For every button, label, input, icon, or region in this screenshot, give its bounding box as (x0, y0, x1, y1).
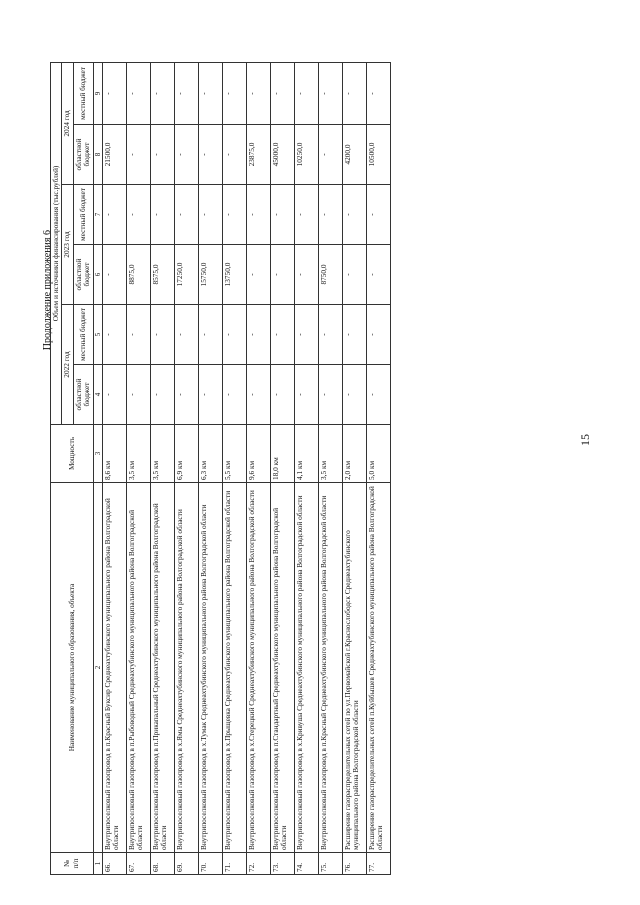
table-row (198, 62, 222, 874)
column-index-row (93, 62, 102, 874)
funding-value: - (126, 365, 150, 425)
funding-value: - (366, 62, 390, 124)
funding-value: - (126, 305, 150, 365)
table-row (150, 62, 174, 874)
header-2023: 2023 год (62, 185, 73, 305)
funding-value: - (342, 305, 366, 365)
table-row (222, 62, 246, 874)
table-row (294, 62, 318, 874)
object-name: Внутрипоселковый газопровод в х.Тумак Среднеахтубинского муниципального района Волгоградской области (198, 483, 222, 853)
object-name: Расширение газораспределительных сетей по ул.Первомайской г.Краснослободск Среднеахтубинского муниципального района Волгоградской области (342, 483, 366, 853)
object-name: Внутрипоселковый газопровод в п.Красный Среднеахтубинского муниципального района Волгоградской области (318, 483, 342, 853)
capacity: 18,0 км (270, 425, 294, 483)
header-local: местный бюджет (73, 185, 93, 245)
funding-value: 8575,0 (150, 245, 174, 305)
object-name: Внутрипоселковый газопровод в п.Прикапальный Среднеахтубинского муниципального района Волгоградской области (150, 483, 174, 853)
funding-value: - (102, 365, 126, 425)
funding-value: - (246, 185, 270, 245)
row-number: 70. (198, 853, 222, 875)
funding-value: - (102, 185, 126, 245)
funding-value: - (246, 62, 270, 124)
funding-value: - (342, 62, 366, 124)
capacity: 4,1 км (294, 425, 318, 483)
header-name: Наименование муниципального образования, объекта (51, 483, 94, 853)
funding-value: - (150, 365, 174, 425)
funding-value: - (294, 245, 318, 305)
funding-value: - (294, 305, 318, 365)
row-number: 72. (246, 853, 270, 875)
funding-value: 10250,0 (294, 125, 318, 185)
header-2022: 2022 год (62, 305, 73, 425)
table-row (318, 62, 342, 874)
table-row (246, 62, 270, 874)
column-index: 7 (93, 185, 102, 245)
table-row (342, 62, 366, 874)
funding-value: 23875,0 (246, 125, 270, 185)
funding-value: - (342, 185, 366, 245)
funding-value: - (102, 62, 126, 124)
funding-value: - (174, 125, 198, 185)
capacity: 6,9 км (174, 425, 198, 483)
header-funding: Объем и источники финансирования (тыс.рублей) (51, 62, 62, 424)
funding-value: - (270, 365, 294, 425)
funding-value: - (366, 185, 390, 245)
row-number: 68. (150, 853, 174, 875)
funding-value: - (102, 305, 126, 365)
column-index: 4 (93, 365, 102, 425)
funding-value: - (198, 125, 222, 185)
funding-value: - (150, 125, 174, 185)
header-no: № п/п (51, 853, 94, 875)
funding-value: - (270, 245, 294, 305)
capacity: 5,5 км (222, 425, 246, 483)
object-name: Внутрипоселковый газопровод в п.Стандартный Среднеахтубинского муниципального района Волгоградской области (270, 483, 294, 853)
funding-value: - (342, 365, 366, 425)
funding-value: - (318, 305, 342, 365)
row-number: 77. (366, 853, 390, 875)
funding-value: - (174, 365, 198, 425)
row-number: 71. (222, 853, 246, 875)
funding-value: - (102, 245, 126, 305)
table-row (126, 62, 150, 874)
row-number: 67. (126, 853, 150, 875)
column-index: 2 (93, 483, 102, 853)
funding-value: - (198, 185, 222, 245)
funding-value: - (294, 62, 318, 124)
funding-value: - (270, 185, 294, 245)
funding-value: - (366, 305, 390, 365)
column-index: 9 (93, 62, 102, 124)
object-name: Внутрипоселковый газопровод в п.Красный Буксир Среднеахтубинского муниципального района Волгоградской области (102, 483, 126, 853)
funding-value: - (150, 62, 174, 124)
page-number: 15 (578, 434, 592, 446)
column-index: 6 (93, 245, 102, 305)
funding-value: 17250,0 (174, 245, 198, 305)
table-row (366, 62, 390, 874)
funding-value: 4200,0 (342, 125, 366, 185)
funding-value: - (150, 185, 174, 245)
funding-value: - (222, 305, 246, 365)
funding-value: - (150, 305, 174, 365)
funding-value: - (318, 62, 342, 124)
row-number: 69. (174, 853, 198, 875)
funding-value: - (318, 365, 342, 425)
funding-value: - (174, 305, 198, 365)
capacity: 3,5 км (150, 425, 174, 483)
capacity: 3,5 км (318, 425, 342, 483)
funding-value: - (246, 365, 270, 425)
funding-value: - (270, 62, 294, 124)
funding-value: 13750,0 (222, 245, 246, 305)
table-row (270, 62, 294, 874)
funding-value: - (126, 62, 150, 124)
capacity: 5,0 км (366, 425, 390, 483)
object-name: Внутрипоселковый газопровод в х.Кривуша Среднеахтубинского муниципального района Волгоградской области (294, 483, 318, 853)
funding-value: - (342, 245, 366, 305)
column-index: 3 (93, 425, 102, 483)
funding-value: - (318, 125, 342, 185)
header-capacity: Мощность (51, 425, 94, 483)
funding-value: - (198, 305, 222, 365)
funding-value: 15750,0 (198, 245, 222, 305)
funding-value: - (246, 305, 270, 365)
table-body (102, 62, 390, 874)
row-number: 76. (342, 853, 366, 875)
row-number: 74. (294, 853, 318, 875)
header-local: местный бюджет (73, 305, 93, 365)
funding-value: 8875,0 (126, 245, 150, 305)
funding-table (50, 62, 391, 875)
row-number: 66. (102, 853, 126, 875)
funding-value: - (366, 365, 390, 425)
funding-value: - (222, 185, 246, 245)
funding-value: - (126, 125, 150, 185)
funding-value: 21500,0 (102, 125, 126, 185)
column-index: 5 (93, 305, 102, 365)
capacity: 9,6 км (246, 425, 270, 483)
funding-value: - (270, 305, 294, 365)
column-index: 1 (93, 853, 102, 875)
column-index: 8 (93, 125, 102, 185)
header-2024: 2024 год (62, 62, 73, 184)
capacity: 2,0 км (342, 425, 366, 483)
table-row (174, 62, 198, 874)
funding-value: - (294, 365, 318, 425)
header-regional: областной бюджет (73, 245, 93, 305)
funding-value: - (294, 185, 318, 245)
funding-value: - (246, 245, 270, 305)
capacity: 3,5 км (126, 425, 150, 483)
object-name: Внутрипоселковый газопровод в х.Стерецкий Среднеахтубинского муниципального района Волгоградской области (246, 483, 270, 853)
funding-value: - (366, 245, 390, 305)
object-name: Расширение газораспределительных сетей п.Куйбышев Среднеахтубинского муниципального района Волгоградской области (366, 483, 390, 853)
capacity: 8,6 км (102, 425, 126, 483)
funding-value: 8750,0 (318, 245, 342, 305)
header-regional: областной бюджет (73, 125, 93, 185)
funding-value: - (222, 62, 246, 124)
header-local: местный бюджет (73, 62, 93, 124)
funding-value: 10500,0 (366, 125, 390, 185)
funding-value: - (198, 62, 222, 124)
funding-value: - (198, 365, 222, 425)
funding-value: - (174, 185, 198, 245)
table-row (102, 62, 126, 874)
funding-value: - (222, 365, 246, 425)
object-name: Внутрипоселковый газопровод в х.Прыщевка Среднеахтубинского муниципального района Волгоградской области (222, 483, 246, 853)
object-name: Внутрипоселковый газопровод в х.Ямы Среднеахтубинского муниципального района Волгоградской области (174, 483, 198, 853)
funding-value: - (318, 185, 342, 245)
funding-value: - (222, 125, 246, 185)
row-number: 75. (318, 853, 342, 875)
funding-value: - (174, 62, 198, 124)
funding-value: 45000,0 (270, 125, 294, 185)
capacity: 6,3 км (198, 425, 222, 483)
row-number: 73. (270, 853, 294, 875)
header-regional: областной бюджет (73, 365, 93, 425)
object-name: Внутрипоселковый газопровод в п.Рыбоводный Среднеахтубинского муниципального района Волгоградской области (126, 483, 150, 853)
appendix-continuation: Продолжение приложения 6 (42, 230, 53, 351)
funding-value: - (126, 185, 150, 245)
